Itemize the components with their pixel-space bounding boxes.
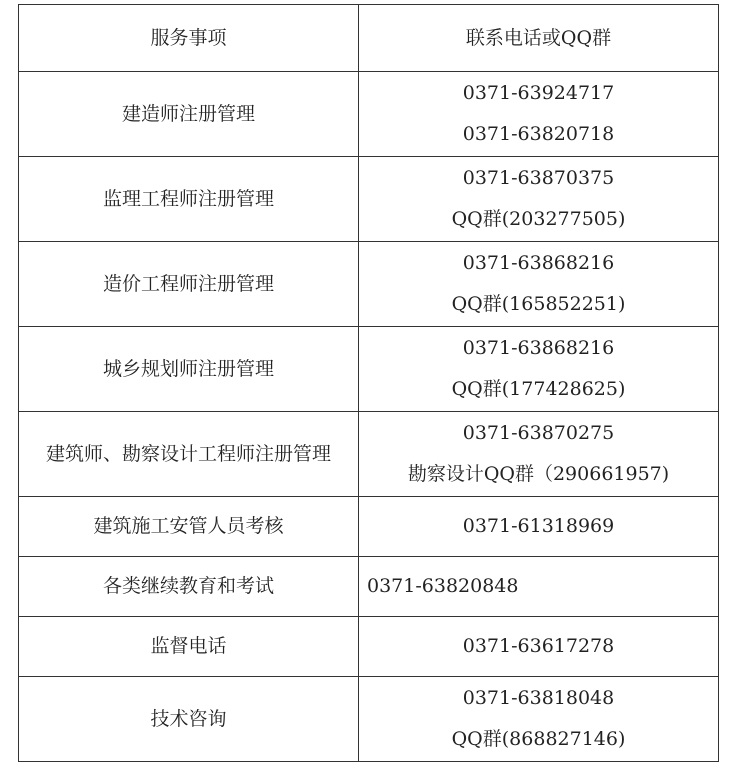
- contact-cell: [359, 327, 719, 412]
- phone-number: 0371-63924717: [462, 82, 615, 104]
- service-cell: [19, 327, 359, 412]
- service-label: 建造师注册管理: [121, 102, 255, 125]
- service-label: 监督电话: [150, 635, 227, 657]
- header-service: [19, 5, 359, 72]
- service-cell: [19, 557, 359, 617]
- service-label: 各类继续教育和考试: [102, 575, 274, 597]
- phone-number: 0371-61318969: [462, 515, 615, 537]
- service-cell: [19, 677, 359, 762]
- service-label: 技术咨询: [150, 707, 227, 730]
- phone-number: 0371-63820718: [462, 123, 615, 145]
- table-row: [19, 157, 719, 242]
- table-row: [19, 412, 719, 497]
- table-row: [19, 497, 719, 557]
- table-row: [19, 617, 719, 677]
- service-cell: [19, 242, 359, 327]
- service-label: 建筑师、勘察设计工程师注册管理: [45, 442, 331, 465]
- service-label: 监理工程师注册管理: [102, 187, 274, 210]
- table-row: [19, 242, 719, 327]
- service-cell: [19, 497, 359, 557]
- phone-number: 0371-63818048: [462, 687, 615, 709]
- service-label: 城乡规划师注册管理: [102, 357, 274, 380]
- contact-cell: [359, 677, 719, 762]
- phone-number: 0371-63868216: [462, 252, 615, 274]
- phone-number: 0371-63868216: [462, 337, 615, 359]
- contact-table-container: [18, 4, 718, 762]
- phone-number: 0371-63870275: [462, 422, 615, 444]
- contact-cell: [359, 617, 719, 677]
- contact-cell: [359, 242, 719, 327]
- qq-group: 勘察设计QQ群（290661957): [407, 463, 670, 485]
- service-cell: [19, 157, 359, 242]
- header-contact: [359, 5, 719, 72]
- service-cell: [19, 412, 359, 497]
- phone-number: 0371-63820848: [367, 575, 519, 597]
- qq-group: QQ群(203277505): [451, 208, 626, 230]
- phone-number: 0371-63870375: [462, 167, 615, 189]
- table-header-row: [19, 5, 719, 72]
- contact-cell: [359, 557, 719, 617]
- service-label: 建筑施工安管人员考核: [93, 515, 284, 537]
- service-label: 造价工程师注册管理: [102, 272, 274, 295]
- header-service-label: 服务事项: [150, 26, 227, 49]
- contact-cell: [359, 497, 719, 557]
- header-contact-label: 联系电话或QQ群: [465, 26, 612, 49]
- qq-group: QQ群(177428625): [451, 378, 626, 400]
- qq-group: QQ群(868827146): [451, 728, 626, 750]
- qq-group: QQ群(165852251): [451, 293, 626, 315]
- table-row: [19, 327, 719, 412]
- contact-cell: [359, 72, 719, 157]
- service-cell: [19, 72, 359, 157]
- table-row: [19, 557, 719, 617]
- service-cell: [19, 617, 359, 677]
- table-row: [19, 72, 719, 157]
- contact-table: [18, 4, 719, 762]
- table-row: [19, 677, 719, 762]
- phone-number: 0371-63617278: [462, 635, 615, 657]
- contact-cell: [359, 157, 719, 242]
- contact-cell: [359, 412, 719, 497]
